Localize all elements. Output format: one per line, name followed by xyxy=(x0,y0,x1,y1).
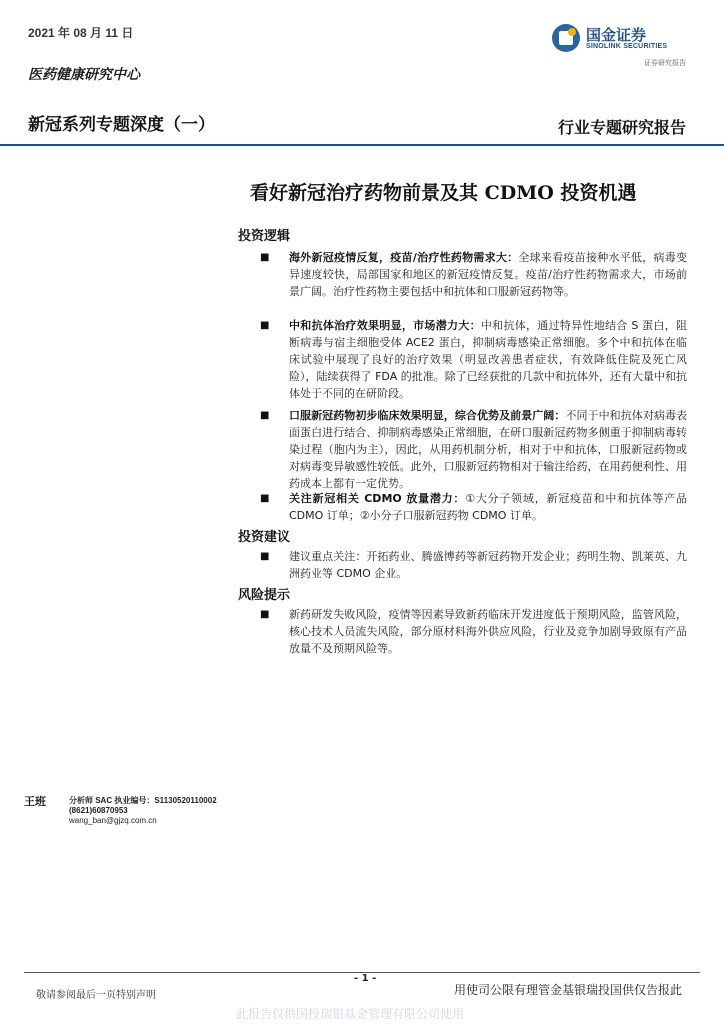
author-phone: (8621)60870953 xyxy=(69,806,128,815)
watermark-text: 此报告仅供国投瑞银基金管理有限公司使用 xyxy=(236,1007,465,1021)
logo-name-en: SINOLINK SECURITIES xyxy=(586,43,668,50)
logic-item xyxy=(289,249,687,300)
logic-item xyxy=(289,317,687,402)
author-sac-number: S1130520110002 xyxy=(154,796,217,805)
page-number: - 1 - xyxy=(354,973,377,984)
bullet-icon: ■ xyxy=(260,551,270,562)
risk-text: 新药研发失败风险，疫情等因素导致新药临床开发进度低于预期风险，监管风险，核心技术人员流失风险，部分原材料海外供应风险，行业及竞争加剧导致原有产品放量不及预期风险等。 xyxy=(289,608,687,655)
logo-name-cn: 国金证券 xyxy=(586,26,647,44)
bullet-icon: ■ xyxy=(260,609,270,620)
logic-item xyxy=(289,407,687,492)
logic-item-text: ①大分子领域，新冠疫苗和中和抗体等产品 CDMO 订单；②小分子口服新冠药物 CDMO 订单。 xyxy=(289,492,687,522)
author-email[interactable]: wang_ban@gjzq.com.cn xyxy=(69,816,157,825)
series-title: 新冠系列专题深度（一） xyxy=(28,115,215,135)
logic-item-text: 中和抗体，通过特异性地结合 S 蛋白，阻断病毒与宿主细胞受体 ACE2 蛋白，抑制病毒感染正常细胞。多个中和抗体在临床试验中展现了良好的治疗效果（明显改善患者症状，有效降低住院及死亡风险），陆续获得了 FDA 的批准。除了已经获批的几款中和抗体外，还有大量中和抗体处于不同的在研阶段。 xyxy=(289,319,688,400)
author-name: 王班 xyxy=(24,795,46,808)
advice-heading: 投资建议 xyxy=(238,530,291,545)
bullet-icon: ■ xyxy=(260,410,270,421)
logo-mark-icon xyxy=(552,24,580,52)
logic-item-lead: 中和抗体治疗效果明显，市场潜力大： xyxy=(289,319,481,332)
author-sac-label: 分析师 SAC 执业编号： xyxy=(69,796,155,805)
logic-item-lead: 海外新冠疫情反复，疫苗/治疗性药物需求大： xyxy=(289,251,519,264)
author-info xyxy=(69,796,217,826)
bullet-icon: ■ xyxy=(260,320,270,331)
bullet-icon: ■ xyxy=(260,493,270,504)
logic-item-text: 不同于中和抗体对病毒表面蛋白进行结合、抑制病毒感染正常细胞，在研口服新冠药物多侧重于抑制病毒转染过程（胞内为主），因此，从用药机制分析，相对于中和抗体，口服新冠药物或对病毒变异敏感性较低。此外，口服新冠药物相对于输注给药，在用药便利性、用药成本上都有一定优势。 xyxy=(289,409,688,490)
logic-item xyxy=(289,490,687,524)
logo-subtitle: 证券研究报告 xyxy=(644,59,686,67)
risk-heading: 风险提示 xyxy=(238,588,291,603)
header-divider xyxy=(0,144,724,146)
report-title: 看好新冠治疗药物前景及其 CDMO 投资机遇 xyxy=(250,182,637,204)
logic-item-text: 全球来看疫苗接种水平低，病毒变异速度较快，局部国家和地区的新冠疫情反复。疫苗/治疗性药物需求大，市场前景广阔。治疗性药物主要包括中和抗体和口服新冠药物等。 xyxy=(289,251,687,298)
footer-disclaimer: 敬请参阅最后一页特别声明 xyxy=(36,990,156,1001)
bullet-icon: ■ xyxy=(260,252,270,263)
logic-heading: 投资逻辑 xyxy=(238,229,291,244)
report-type: 行业专题研究报告 xyxy=(557,118,686,137)
report-date: 2021 年 08 月 11 日 xyxy=(28,26,134,40)
advice-text: 建议重点关注：开拓药业、腾盛博药等新冠药物开发企业；药明生物、凯莱英、九洲药业等 CDMO 企业。 xyxy=(289,550,687,580)
logic-item-lead: 关注新冠相关 CDMO 放量潜力： xyxy=(289,492,466,505)
logic-item-lead: 口服新冠药物初步临床效果明显，综合优势及前景广阔： xyxy=(289,409,566,422)
footer-notice: 用使司公限有理管金基银瑞投国供仅告报此 xyxy=(453,983,682,997)
department: 医药健康研究中心 xyxy=(28,67,140,83)
